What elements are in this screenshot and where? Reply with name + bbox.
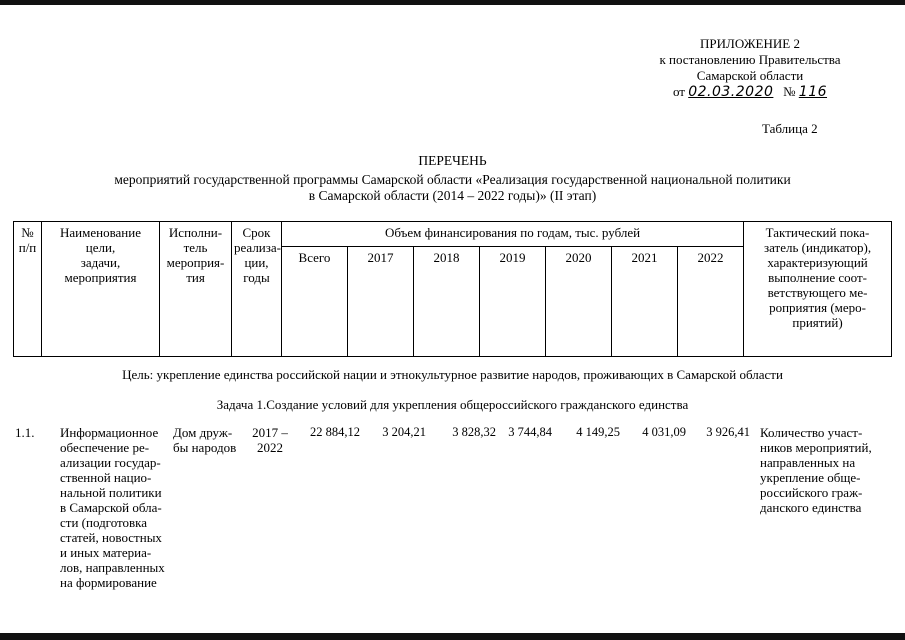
appendix-region: Самарской области: [696, 68, 804, 83]
header-indicator: Тактический пока- затель (индикатор), характеризующий выполнение соот- ветствующего ме- роприятия (меро- приятий): [744, 222, 892, 357]
header-funding: Объем финансирования по годам, тыс. рублей: [282, 222, 744, 247]
header-name: Наименование цели, задачи, мероприятия: [42, 222, 160, 357]
row-2017: 3 204,21: [382, 425, 426, 439]
table-row: [0, 425, 905, 625]
header-year-2019: 2019: [480, 247, 546, 357]
goal-statement: Цель: укрепление единства российской нации и этнокультурное развитие народов, проживающих в Самарской области: [122, 367, 783, 382]
document-title: ПЕРЕЧЕНЬ: [418, 153, 487, 168]
scan-top-edge: [0, 0, 905, 5]
decree-date: 02.03.2020: [688, 84, 774, 100]
appendix-block: [620, 36, 880, 100]
number-label: №: [783, 84, 796, 99]
row-2018: 3 828,32: [452, 425, 496, 439]
header-year-2020: 2020: [546, 247, 612, 357]
header-year-2021: 2021: [612, 247, 678, 357]
appendix-title: ПРИЛОЖЕНИЕ 2: [700, 36, 800, 51]
header-year-2017: 2017: [348, 247, 414, 357]
from-label: от: [672, 84, 685, 99]
row-2022: 3 926,41: [706, 425, 750, 439]
row-2020: 4 149,25: [576, 425, 620, 439]
document-subtitle-line1: мероприятий государственной программы Самарской области «Реализация государственной национальной политики: [114, 172, 791, 187]
header-table: [13, 221, 892, 357]
header-year-2018: 2018: [414, 247, 480, 357]
document-subtitle-line2: в Самарской области (2014 – 2022 годы)» (II этап): [308, 188, 597, 203]
table-label: Таблица 2: [762, 121, 818, 136]
row-2019: 3 744,84: [508, 425, 552, 439]
header-num: № п/п: [14, 222, 42, 357]
row-2021: 4 031,09: [642, 425, 686, 439]
row-indicator: Количество участ- ников мероприятий, направленных на укрепление обще- российского граж- данского единства: [760, 425, 872, 515]
task-statement: Задача 1.Создание условий для укрепления общероссийского гражданского единства: [216, 397, 689, 412]
row-executor: Дом друж- бы народов: [173, 425, 237, 455]
row-name: Информационное обеспечение ре- ализации государ- ственной нацио- нальной политики в Самарской обла- сти (подготовка статей, новостных и иных материа- лов, направленных на формирование: [60, 425, 165, 590]
header-year-2022: 2022: [678, 247, 744, 357]
appendix-decree: к постановлению Правительства: [659, 52, 841, 67]
row-term: 2017 – 2022: [252, 425, 288, 455]
row-number: 1.1.: [15, 425, 35, 440]
scan-bottom-edge: [0, 633, 905, 640]
decree-number: 116: [798, 84, 828, 100]
header-total: Всего: [282, 247, 348, 357]
row-total: 22 884,12: [310, 425, 360, 439]
header-executor: Исполни- тель мероприя- тия: [160, 222, 232, 357]
appendix-date-line: [620, 84, 880, 100]
header-term: Срок реализа- ции, годы: [232, 222, 282, 357]
